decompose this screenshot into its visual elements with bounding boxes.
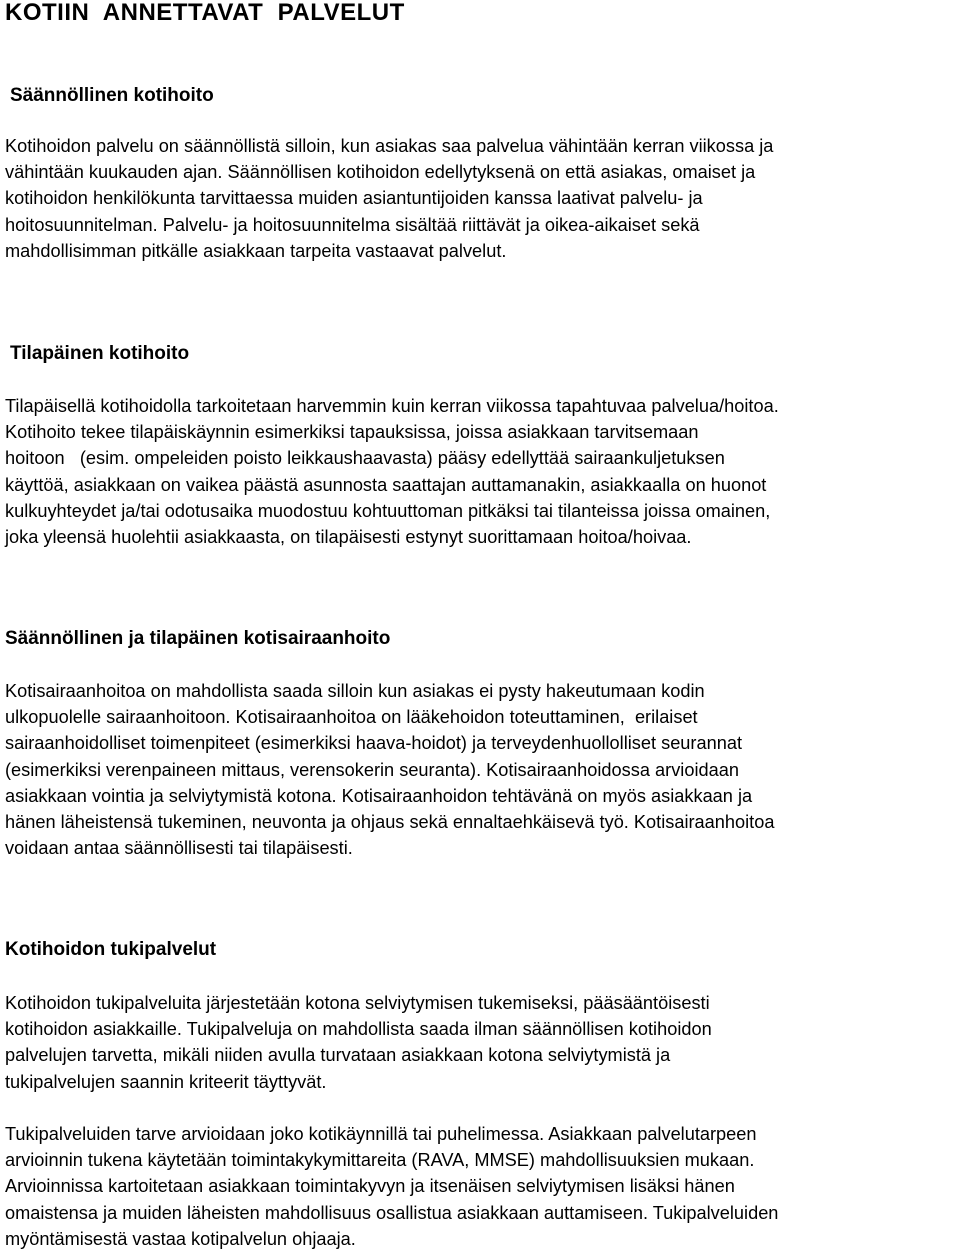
section-heading-kotihoidon-tukipalvelut: Kotihoidon tukipalvelut: [5, 939, 217, 960]
paragraph-line: sairaanhoidolliset toimenpiteet (esimerkiksi haava-hoidot) ja terveydenhuollolliset seurannat: [5, 733, 742, 754]
paragraph-line: Tilapäisellä kotihoidolla tarkoitetaan harvemmin kuin kerran viikossa tapahtuvaa palvelua/hoitoa.: [5, 396, 779, 416]
paragraph-line: myöntämisestä vastaa kotipalvelun ohjaaja.: [5, 1228, 356, 1249]
paragraph-line: ulkopuolelle sairaanhoitoon. Kotisairaanhoitoa on lääkehoidon toteuttaminen, erilaiset: [5, 707, 698, 728]
paragraph-line: voidaan antaa säännöllisesti tai tilapäisesti.: [5, 838, 353, 859]
paragraph-line: Kotihoidon palvelu on säännöllistä silloin, kun asiakas saa palvelua vähintään kerran viikossa ja: [5, 136, 774, 156]
paragraph-line: joka yleensä huolehtii asiakkaasta, on tilapäisesti estynyt suorittamaan hoitoa/hoivaa.: [5, 527, 692, 548]
paragraph-line: hänen läheistensä tukeminen, neuvonta ja ohjaus sekä ennaltaehkäisevä työ. Kotisairaanhoitoa: [5, 812, 775, 833]
paragraph-line: palvelujen tarvetta, mikäli niiden avulla turvataan asiakkaan kotona selviytymistä ja: [5, 1045, 671, 1066]
paragraph-line: mahdollisimman pitkälle asiakkaan tarpeita vastaavat palvelut.: [5, 240, 507, 261]
page-title: KOTIIN ANNETTAVAT PALVELUT: [5, 0, 405, 26]
paragraph-line: kotihoidon asiakkaille. Tukipalveluja on mahdollista saada ilman säännöllisen kotihoidon: [5, 1019, 712, 1040]
section-paragraph: [5, 393, 958, 550]
section-paragraph: [5, 678, 958, 861]
paragraph-line: omaistensa ja muiden läheisten mahdollisuus osallistua asiakkaan auttamiseen. Tukipalveluiden: [5, 1202, 779, 1223]
paragraph-line: kulkuyhteydet ja/tai odotusaika muodostuu kohtuuttoman pitkäksi tai tilanteissa joissa omainen,: [5, 500, 771, 521]
section-paragraph: [5, 1121, 958, 1252]
paragraph-line: Arvioinnissa kartoitetaan asiakkaan toimintakyvyn ja itsenäisen selviytymisen lisäksi hänen: [5, 1176, 735, 1197]
section-heading-saannollinen-kotihoito: Säännöllinen kotihoito: [10, 85, 214, 106]
paragraph-line: kotihoidon henkilökunta tarvittaessa muiden asiantuntijoiden kanssa laativat palvelu- ja: [5, 188, 703, 209]
paragraph-line: vähintään kuukauden ajan. Säännöllisen kotihoidon edellytyksenä on että asiakas, omaiset ja: [5, 162, 756, 183]
paragraph-line: hoitoon (esim. ompeleiden poisto leikkaushaavasta) pääsy edellyttää sairaankuljetuksen: [5, 448, 725, 469]
paragraph-line: hoitosuunnitelman. Palvelu- ja hoitosuunnitelma sisältää riittävät ja oikea-aikaiset sekä: [5, 214, 700, 235]
paragraph-line: (esimerkiksi verenpaineen mittaus, verensokerin seuranta). Kotisairaanhoidossa arvioidaan: [5, 759, 739, 780]
paragraph-line: käyttöä, asiakkaan on vaikea päästä asunnosta saattajan auttamanakin, asiakkaalla on huonot: [5, 474, 767, 495]
paragraph-line: Kotihoidon tukipalveluita järjestetään kotona selviytymisen tukemiseksi, pääsääntöisesti: [5, 993, 710, 1013]
section-paragraph: [5, 990, 958, 1095]
paragraph-line: arvioinnin tukena käytetään toimintakykymittareita (RAVA, MMSE) mahdollisuuksien mukaan.: [5, 1150, 755, 1171]
paragraph-line: Kotisairaanhoitoa on mahdollista saada silloin kun asiakas ei pysty hakeutumaan kodin: [5, 681, 705, 701]
section-heading-kotisairaanhoito: Säännöllinen ja tilapäinen kotisairaanhoito: [5, 628, 391, 649]
paragraph-line: tukipalvelujen saannin kriteerit täyttyvät.: [5, 1071, 327, 1092]
section-heading-tilapainen-kotihoito: Tilapäinen kotihoito: [10, 343, 190, 364]
paragraph-line: asiakkaan vointia ja selviytymistä kotona. Kotisairaanhoidon tehtävänä on myös asiakkaan ja: [5, 785, 753, 806]
paragraph-line: Kotihoito tekee tilapäiskäynnin esimerkiksi tapauksissa, joissa asiakkaan tarvitsemaan: [5, 422, 699, 443]
section-paragraph: [5, 133, 958, 264]
paragraph-line: Tukipalveluiden tarve arvioidaan joko kotikäynnillä tai puhelimessa. Asiakkaan palvelutarpeen: [5, 1124, 757, 1144]
